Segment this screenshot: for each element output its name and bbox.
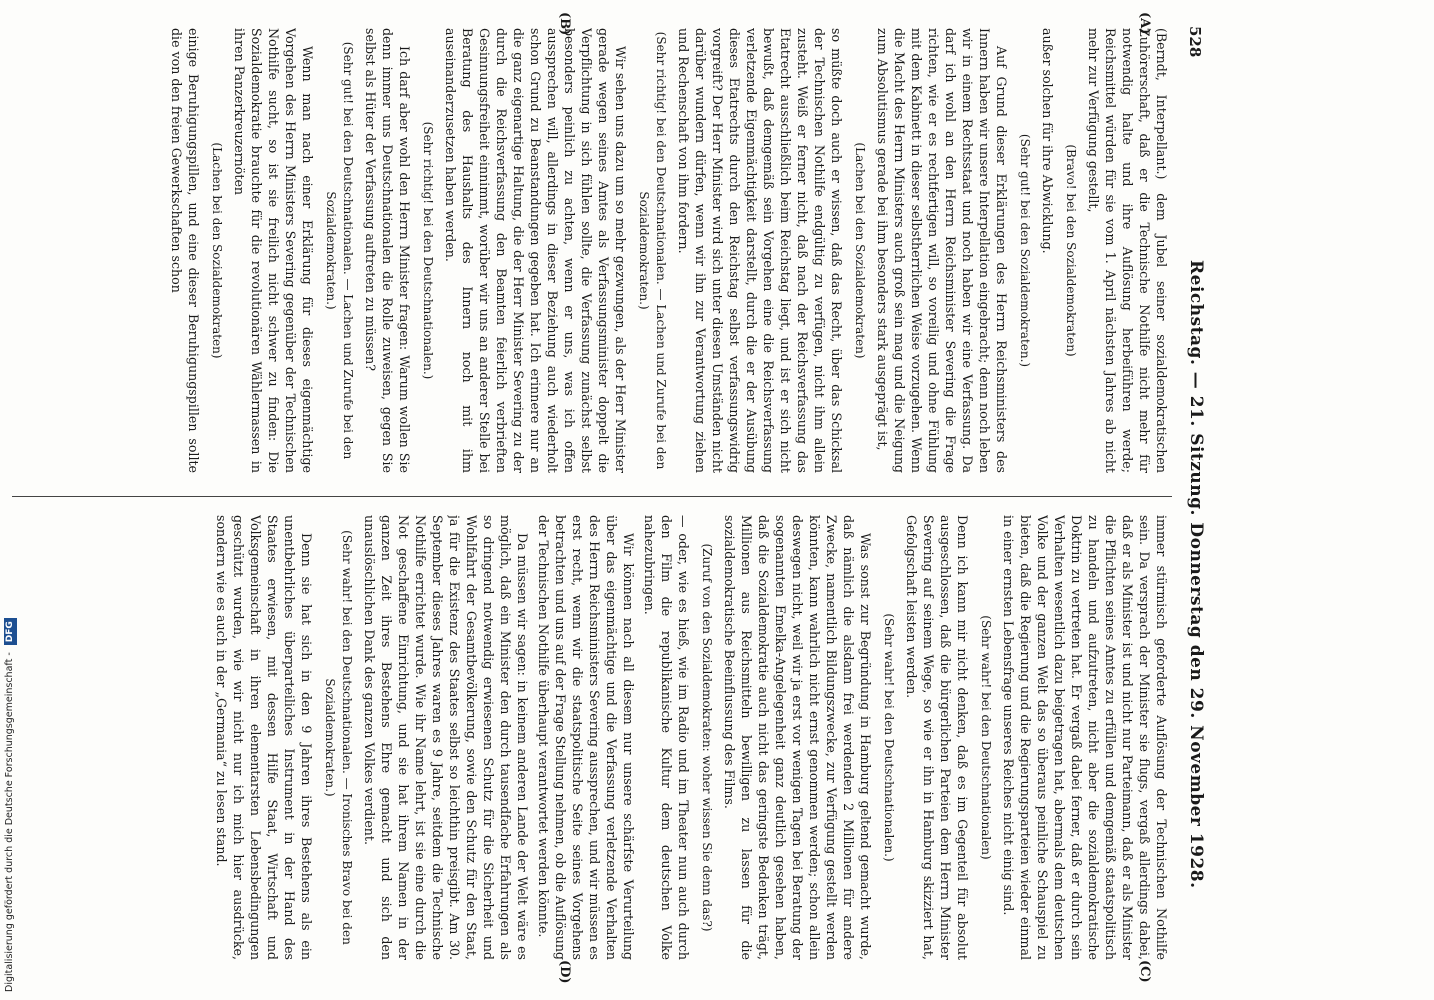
interjection: (Sehr richtig! bei den Deutschnationalen. — Lachen und Zurufe bei den Sozialdemokraten.): [637, 31, 668, 470]
interjection: (Sehr gut! bei den Deutschnationalen. — Lachen und Zurufe bei den Sozialdemokraten.): [324, 41, 355, 460]
paragraph: einige Beruhigungspillen, und eine dieser Beruhigungspillen sollte die von den freien Gewerkschaften schon: [169, 28, 201, 473]
interjection: (Lachen bei den Sozialdemokraten): [210, 142, 224, 359]
interjection: (Sehr wahr! bei den Deutschnationalen): [979, 615, 993, 860]
digitization-credit: [2, 8, 18, 992]
paragraph: Auf Grund dieser Erklärungen des Herrn Reichsministers des Innern haben wir unsere Interpellation eingebracht; denn noch leben wir in einem Rechtsstaat und noch haben wir eine Verfassung. Da darf ich wohl an den Herrn Reichsminister Severing die Frage richten, wie er es rechtfertigen will, so voreilig und ohne Fühlung mit dem Kabinett in dieser selbstherrlichen Weise vorzugehen. Wenn die Macht des Herrn Ministers auch groß sein mag und die Neigung zum Absolutismus gerade bei ihm besonders stark ausgeprägt ist,: [875, 28, 1009, 473]
left-column: [0, 28, 1170, 473]
interjection: (Sehr gut! bei den Sozialdemokraten.): [1018, 133, 1032, 368]
paragraph: Wir können nach all diesem nur unsere schärfste Verurteilung über das eigenmächtige und die Verfassung verletzende Verhalten des Herrn Reichsministers Severing aussprechen, und wir müssen es erst recht, wenn wir die staatspolitische Seite seines Vorgehens betrachten und uns auf der Frage Stellung nehmen, ob die Auflösung der Technischen Nothilfe überhaupt verantwortet werden könnte.: [536, 515, 636, 960]
paragraph: Denn ich kann mir nicht denken, daß es im Gegenteil für absolut ausgeschlossen, daß die bürgerlichen Parteien dem Herrn Minister Severing auf seinem Wege, so wie er ihn in Hamburg skizziert hat, Gefolgschaft leisten werden.: [904, 515, 970, 960]
credit-text: Digitalisierung gefördert durch die Deutsche Forschungsgemeinschaft -: [4, 652, 15, 992]
dfg-logo: DFG: [4, 618, 17, 645]
interjection: (Bravo! bei den Sozialdemokraten): [1064, 144, 1078, 357]
paragraph: Denn sie hat sich in den 9 Jahren ihres Bestehens als ein unentbehrliches überparteiliches Instrument in der Hand des Staates erwiesen, mit dessen Hilfe Staat, Wirtschaft und Volksgemeinschaft in ihren elementarsten Lebensbedingungen geschützt wurden, wie wir nicht nur ich mich hier ausdrücke, sondern wie es auch in der „Germania“ zu lesen stand.: [214, 515, 314, 960]
paragraph: Ich darf aber wohl den Herrn Minister fragen: Warum wollen Sie denn immer uns Deutschnationalen die Rolle zuweisen, gegen Sie selbst als Hüter der Verfassung auftreten zu müssen?: [363, 28, 412, 473]
paragraph: Wir sehen uns dazu um so mehr gezwungen, als der Herr Minister gerade wegen seines Amtes als Verfassungsminister doppelt die Verpflichtung in sich fühlen sollte, die Verfassung zunächst selbst besonders peinlich zu achten, wenn er uns, was ich offen aussprechen will, allerdings in dieser Beziehung auch wiederholt schon Grund zu Beanstandungen gegeben hat. Ich erinnere nur an die ganz eigenartige Haltung, die der Herr Minister Severing zu der durch die Reichsverfassung den Beamten feierlich verbrieften Gesinnungsfreiheit einnimmt, worüber wir uns an anderer Stelle bei Beratung des Haushalts des Innern noch mit ihm auseinanderzusetzen haben werden.: [443, 28, 628, 473]
paragraph: — oder, wie es hieß, wie im Radio und im Theater nun auch durch den Film die republikanische Kultur dem deutschen Volke nahezubringen.: [642, 515, 691, 960]
page-header: [1178, 10, 1212, 990]
paragraph: immer stürmisch geforderte Auflösung der Technischen Nothilfe sein. Da versprach der Minister sie flugs, vergaß allerdings dabei, daß er als Minister ist und nicht nur Parteimann, daß er als Minister die Pflichten seines Amtes zu erfüllen und demgemäß staatspolitisch zu handeln und aufzutreten, nicht aber die sozialdemokratische Doktrin zu vertreten hat. Er vergaß dabei ferner, daß er durch sein Verhalten wesentlich dazu beigetragen hat, abermals dem deutschen Volke und der ganzen Welt das so überaus peinliche Schauspiel zu bieten, daß die Regierung und die Regierungsparteien wieder einmal in einer ernsten Lebensfrage unseres Reiches nicht einig sind.: [1001, 515, 1169, 960]
paragraph: so müßte doch auch er wissen, daß das Recht, über das Schicksal der Technischen Nothilfe endgültig zu verfügen, nicht ihm allein zusteht. Weiß er ferner nicht, daß nach der Reichsverfassung das Etatrecht ausschließlich beim Reichstag liegt, und ist er sich nicht bewußt, daß demgemäß sein Vorgehen eine die Reichsverfassung verletzende Eigenmächtigkeit darstellt, durch die er der Ausübung dieses Etatrechts durch den Reichstag selbst verfassungswidrig vorgreift? Der Herr Minister wird sich unter diesen Umständen nicht darüber wundern dürfen, wenn wir ihn zur Verantwortung ziehen und Rechenschaft von ihm fordern.: [676, 28, 844, 473]
interjection: (Zuruf von den Sozialdemokraten: woher wissen Sie denn das?): [700, 543, 714, 932]
margin-marker-d: (D): [557, 960, 572, 984]
interjection: (Lachen bei den Sozialdemokraten): [853, 142, 867, 359]
page-title: Reichstag. — 21. Sitzung. Donnerstag den 29. November 1928.: [1186, 260, 1206, 889]
interjection: (Sehr richtig! bei den Deutschnationalen.): [421, 121, 435, 380]
column-divider: [12, 496, 1172, 497]
margin-marker-c: (C): [1137, 960, 1152, 983]
paragraph: Was sonst zur Begründung in Hamburg geltend gemacht wurde, daß nämlich die alsdann frei werdenden 2 Millionen für andere Zwecke, namentlich Bildungszwecke, zur Verfügung gestellt werden könnten, kann wahrlich nicht ernst genommen werden; schon allein deswegen nicht, weil wir ja erst vor wenigen Tagen bei Beratung der sogenannten Emelka-Angelegenheit ganz deutlich gesehen haben, daß die Sozialdemokratie auch nicht das geringste Bedenken trägt, Millionen aus Reichsmitteln bewilligen zu lassen für die sozialdemokratische Beeinflussung des Films.: [722, 515, 873, 960]
page-number: 528: [1186, 26, 1204, 58]
margin-marker-b: (B): [557, 12, 572, 36]
rotated-page-body: [0, 10, 1212, 990]
paragraph: (Berndt, Interpellant.) dem Jubel seiner sozialdemokratischen Zuhörerschaft, daß er die Technische Nothilfe nicht mehr für notwendig halte und ihre Auflösung herbeiführen werde; Reichsmittel würden für sie vom 1. April nächsten Jahres ab nicht mehr zur Verfügung gestellt,: [1086, 28, 1169, 473]
interjection: (Sehr wahr! bei den Deutschnationalen.): [882, 613, 896, 862]
paragraph: außer solchen für ihre Abwicklung.: [1040, 28, 1055, 254]
paragraph: Wenn man nach einer Erklärung für dieses eigenmächtige Vorgehen des Herrn Ministers Severing gegenüber der Technischen Nothilfe sucht, so ist sie freilich nicht schwer zu finden: Die Sozialdemokratie brauchte für die revolutionären Wählermassen in ihren Panzerkreuzernöten: [232, 28, 315, 473]
interjection: (Sehr wahr! bei den Deutschnationalen. — Ironisches Bravo bei den Sozialdemokraten.): [323, 530, 354, 945]
margin-marker-a: (A): [1137, 12, 1152, 35]
paragraph: Da müssen wir sagen: in keinem anderen Lande der Welt wäre es möglich, daß ein Minister den durch tausendfache Erfahrungen als so dringend notwendig erwiesenen Schutz für die Sicherheit und Wohlfahrt der Gesamtbevölkerung, sowie den Schutz für den Staat, ja für die Existenz des Staates selbst so leichthin preisgibt. Am 30. September dieses Jahres waren es 9 Jahre, seitdem die Technische Nothilfe errichtet wurde. Wie ihr Name lehrt, ist sie eine durch die Not geschaffene Einrichtung, und sie hat ihrem Namen in der ganzen Zeit ihres Bestehens Ehre gemacht und sich den unauslöschlichen Dank des ganzen Volkes verdient.: [362, 515, 530, 960]
right-column: [0, 515, 1170, 960]
